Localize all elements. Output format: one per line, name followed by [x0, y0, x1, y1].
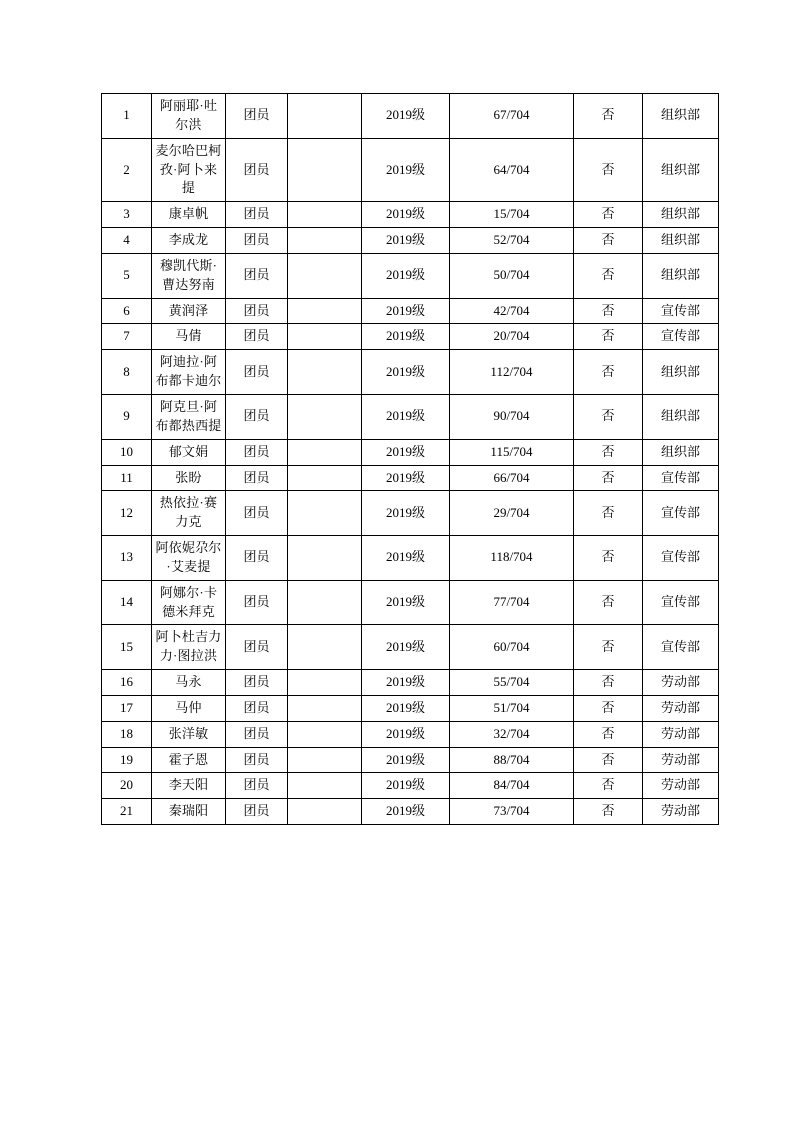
cell-index: 21 [102, 799, 152, 825]
roster-table [101, 93, 719, 825]
cell-grade: 2019级 [362, 491, 450, 536]
cell-blank [288, 670, 362, 696]
cell-name: 热依拉·赛力克 [152, 491, 226, 536]
cell-role: 团员 [226, 747, 288, 773]
cell-name: 秦瑞阳 [152, 799, 226, 825]
cell-grade: 2019级 [362, 94, 450, 139]
cell-blank [288, 94, 362, 139]
cell-discipline: 否 [574, 394, 643, 439]
cell-rank: 32/704 [450, 721, 574, 747]
cell-name: 穆凯代斯·曹达努南 [152, 253, 226, 298]
cell-name: 阿卜杜吉力力·图拉洪 [152, 625, 226, 670]
cell-grade: 2019级 [362, 253, 450, 298]
cell-department: 组织部 [643, 350, 719, 395]
cell-discipline: 否 [574, 94, 643, 139]
cell-index: 19 [102, 747, 152, 773]
cell-role: 团员 [226, 253, 288, 298]
cell-name: 康卓帆 [152, 202, 226, 228]
cell-index: 18 [102, 721, 152, 747]
cell-blank [288, 350, 362, 395]
cell-blank [288, 228, 362, 254]
cell-blank [288, 536, 362, 581]
cell-name: 马仲 [152, 695, 226, 721]
table-row [102, 324, 719, 350]
cell-role: 团员 [226, 202, 288, 228]
cell-index: 4 [102, 228, 152, 254]
cell-name: 阿迪拉·阿布都卡迪尔 [152, 350, 226, 395]
cell-blank [288, 721, 362, 747]
cell-role: 团员 [226, 625, 288, 670]
cell-name: 马永 [152, 670, 226, 696]
table-row [102, 536, 719, 581]
cell-discipline: 否 [574, 138, 643, 202]
cell-rank: 88/704 [450, 747, 574, 773]
table-row [102, 394, 719, 439]
cell-role: 团员 [226, 536, 288, 581]
cell-department: 劳动部 [643, 695, 719, 721]
cell-blank [288, 324, 362, 350]
cell-index: 7 [102, 324, 152, 350]
cell-department: 组织部 [643, 394, 719, 439]
cell-index: 10 [102, 439, 152, 465]
cell-role: 团员 [226, 721, 288, 747]
cell-name: 阿娜尔·卡德米拜克 [152, 580, 226, 625]
cell-role: 团员 [226, 350, 288, 395]
table-row [102, 773, 719, 799]
cell-department: 组织部 [643, 138, 719, 202]
cell-name: 阿丽耶·吐尔洪 [152, 94, 226, 139]
roster-table-body [102, 94, 719, 825]
cell-department: 宣传部 [643, 491, 719, 536]
cell-rank: 115/704 [450, 439, 574, 465]
table-row [102, 202, 719, 228]
cell-discipline: 否 [574, 228, 643, 254]
cell-grade: 2019级 [362, 439, 450, 465]
cell-rank: 60/704 [450, 625, 574, 670]
cell-index: 8 [102, 350, 152, 395]
cell-grade: 2019级 [362, 625, 450, 670]
cell-grade: 2019级 [362, 695, 450, 721]
cell-index: 13 [102, 536, 152, 581]
table-row [102, 799, 719, 825]
cell-blank [288, 747, 362, 773]
table-row [102, 670, 719, 696]
cell-grade: 2019级 [362, 394, 450, 439]
cell-role: 团员 [226, 94, 288, 139]
table-row [102, 465, 719, 491]
cell-grade: 2019级 [362, 202, 450, 228]
cell-grade: 2019级 [362, 350, 450, 395]
cell-name: 麦尔哈巴柯孜·阿卜来提 [152, 138, 226, 202]
cell-discipline: 否 [574, 773, 643, 799]
cell-index: 3 [102, 202, 152, 228]
cell-index: 2 [102, 138, 152, 202]
cell-role: 团员 [226, 228, 288, 254]
cell-discipline: 否 [574, 799, 643, 825]
cell-blank [288, 439, 362, 465]
cell-blank [288, 298, 362, 324]
cell-discipline: 否 [574, 625, 643, 670]
cell-discipline: 否 [574, 491, 643, 536]
cell-index: 17 [102, 695, 152, 721]
cell-index: 16 [102, 670, 152, 696]
cell-rank: 51/704 [450, 695, 574, 721]
cell-department: 组织部 [643, 94, 719, 139]
cell-blank [288, 580, 362, 625]
table-row [102, 439, 719, 465]
cell-department: 组织部 [643, 439, 719, 465]
cell-blank [288, 202, 362, 228]
cell-grade: 2019级 [362, 324, 450, 350]
cell-blank [288, 773, 362, 799]
cell-blank [288, 465, 362, 491]
cell-grade: 2019级 [362, 228, 450, 254]
cell-blank [288, 394, 362, 439]
cell-name: 李天阳 [152, 773, 226, 799]
cell-rank: 84/704 [450, 773, 574, 799]
table-row [102, 580, 719, 625]
cell-role: 团员 [226, 670, 288, 696]
cell-grade: 2019级 [362, 721, 450, 747]
cell-rank: 55/704 [450, 670, 574, 696]
cell-role: 团员 [226, 298, 288, 324]
cell-blank [288, 695, 362, 721]
cell-department: 劳动部 [643, 773, 719, 799]
table-row [102, 491, 719, 536]
cell-department: 劳动部 [643, 721, 719, 747]
cell-rank: 73/704 [450, 799, 574, 825]
table-row [102, 747, 719, 773]
cell-grade: 2019级 [362, 670, 450, 696]
cell-grade: 2019级 [362, 138, 450, 202]
cell-discipline: 否 [574, 721, 643, 747]
cell-department: 宣传部 [643, 465, 719, 491]
cell-name: 阿依妮尕尔·艾麦提 [152, 536, 226, 581]
cell-discipline: 否 [574, 670, 643, 696]
cell-index: 15 [102, 625, 152, 670]
cell-rank: 77/704 [450, 580, 574, 625]
cell-index: 11 [102, 465, 152, 491]
cell-discipline: 否 [574, 253, 643, 298]
roster-table-container [101, 93, 718, 825]
cell-rank: 29/704 [450, 491, 574, 536]
table-row [102, 298, 719, 324]
cell-index: 9 [102, 394, 152, 439]
cell-role: 团员 [226, 491, 288, 536]
cell-department: 宣传部 [643, 298, 719, 324]
cell-index: 20 [102, 773, 152, 799]
cell-name: 阿克旦·阿布都热西提 [152, 394, 226, 439]
cell-discipline: 否 [574, 465, 643, 491]
cell-blank [288, 138, 362, 202]
cell-blank [288, 491, 362, 536]
cell-department: 组织部 [643, 228, 719, 254]
cell-discipline: 否 [574, 580, 643, 625]
cell-role: 团员 [226, 465, 288, 491]
cell-role: 团员 [226, 580, 288, 625]
cell-discipline: 否 [574, 298, 643, 324]
cell-index: 6 [102, 298, 152, 324]
cell-role: 团员 [226, 394, 288, 439]
cell-blank [288, 253, 362, 298]
cell-rank: 42/704 [450, 298, 574, 324]
cell-name: 马倩 [152, 324, 226, 350]
cell-grade: 2019级 [362, 773, 450, 799]
cell-name: 郁文娟 [152, 439, 226, 465]
cell-rank: 50/704 [450, 253, 574, 298]
cell-grade: 2019级 [362, 536, 450, 581]
cell-rank: 20/704 [450, 324, 574, 350]
cell-rank: 64/704 [450, 138, 574, 202]
cell-name: 李成龙 [152, 228, 226, 254]
cell-department: 宣传部 [643, 580, 719, 625]
cell-role: 团员 [226, 773, 288, 799]
table-row [102, 228, 719, 254]
cell-discipline: 否 [574, 350, 643, 395]
cell-role: 团员 [226, 439, 288, 465]
cell-name: 张洋敏 [152, 721, 226, 747]
table-row [102, 625, 719, 670]
cell-name: 张盼 [152, 465, 226, 491]
cell-grade: 2019级 [362, 298, 450, 324]
cell-role: 团员 [226, 799, 288, 825]
cell-index: 5 [102, 253, 152, 298]
cell-department: 宣传部 [643, 536, 719, 581]
cell-discipline: 否 [574, 695, 643, 721]
cell-department: 宣传部 [643, 625, 719, 670]
cell-department: 宣传部 [643, 324, 719, 350]
cell-discipline: 否 [574, 202, 643, 228]
table-row [102, 695, 719, 721]
cell-grade: 2019级 [362, 580, 450, 625]
cell-role: 团员 [226, 695, 288, 721]
cell-name: 霍子恩 [152, 747, 226, 773]
cell-department: 劳动部 [643, 799, 719, 825]
table-row [102, 721, 719, 747]
cell-rank: 66/704 [450, 465, 574, 491]
cell-role: 团员 [226, 324, 288, 350]
cell-rank: 67/704 [450, 94, 574, 139]
cell-discipline: 否 [574, 324, 643, 350]
cell-index: 1 [102, 94, 152, 139]
table-row [102, 94, 719, 139]
table-row [102, 138, 719, 202]
cell-discipline: 否 [574, 536, 643, 581]
cell-rank: 52/704 [450, 228, 574, 254]
cell-index: 14 [102, 580, 152, 625]
cell-rank: 90/704 [450, 394, 574, 439]
cell-department: 组织部 [643, 253, 719, 298]
table-row [102, 350, 719, 395]
cell-discipline: 否 [574, 747, 643, 773]
cell-grade: 2019级 [362, 465, 450, 491]
cell-department: 组织部 [643, 202, 719, 228]
cell-rank: 15/704 [450, 202, 574, 228]
cell-role: 团员 [226, 138, 288, 202]
cell-name: 黄润泽 [152, 298, 226, 324]
cell-discipline: 否 [574, 439, 643, 465]
cell-grade: 2019级 [362, 747, 450, 773]
cell-grade: 2019级 [362, 799, 450, 825]
table-row [102, 253, 719, 298]
cell-blank [288, 799, 362, 825]
cell-department: 劳动部 [643, 747, 719, 773]
cell-department: 劳动部 [643, 670, 719, 696]
cell-rank: 112/704 [450, 350, 574, 395]
cell-blank [288, 625, 362, 670]
cell-index: 12 [102, 491, 152, 536]
cell-rank: 118/704 [450, 536, 574, 581]
